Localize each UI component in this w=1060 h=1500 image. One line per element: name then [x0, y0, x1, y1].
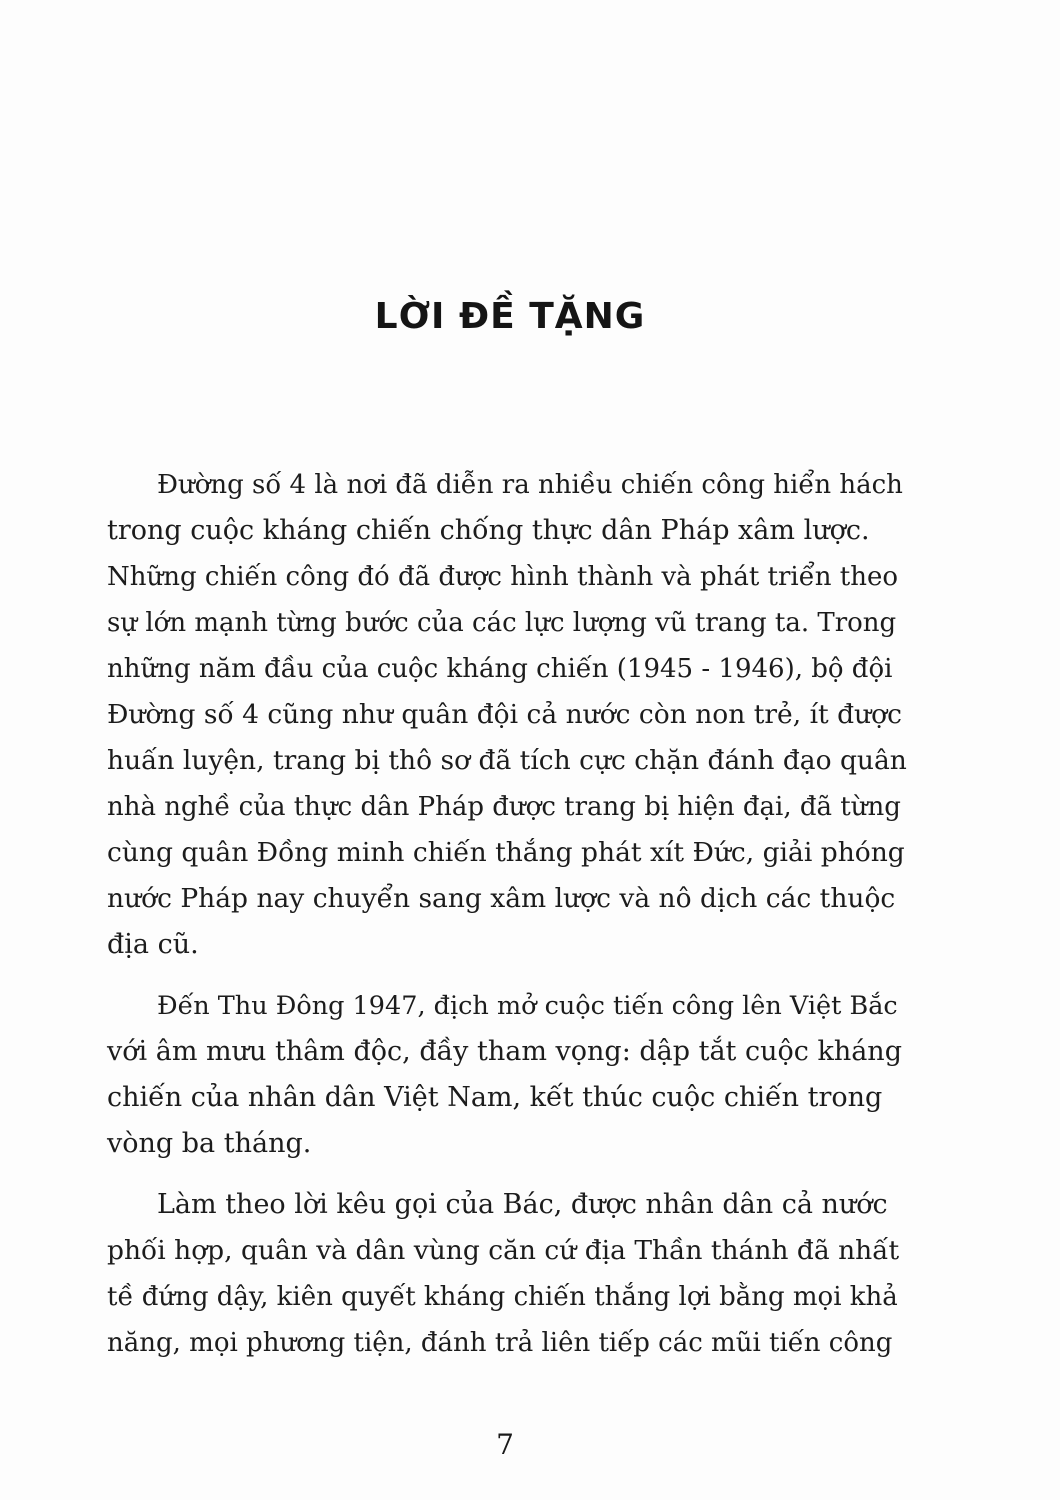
paragraph-3	[107, 1182, 907, 1366]
page-number: 7	[496, 1428, 514, 1461]
paragraph-2	[107, 983, 907, 1167]
text-line: Làm theo lời kêu gọi của Bác, được nhân dân cả nước	[157, 1189, 888, 1220]
text-line: huấn luyện, trang bị thô sơ đã tích cực chặn đánh đạo quân	[107, 745, 907, 776]
text-line: vòng ba tháng.	[107, 1128, 312, 1159]
text-line: Đến Thu Đông 1947, địch mở cuộc tiến công lên Việt Bắc	[157, 991, 898, 1021]
text-line: Đường số 4 cũng như quân đội cả nước còn non trẻ, ít được	[107, 699, 902, 730]
page-title: LỜI ĐỀ TẶNG	[374, 296, 646, 337]
text-line: địa cũ.	[107, 929, 199, 960]
text-line: trong cuộc kháng chiến chống thực dân Pháp xâm lược.	[107, 515, 870, 546]
text-line: Những chiến công đó đã được hình thành và phát triển theo	[107, 562, 898, 592]
text-line: cùng quân Đồng minh chiến thắng phát xít Đức, giải phóng	[107, 837, 905, 868]
text-line: năng, mọi phương tiện, đánh trả liên tiếp các mũi tiến công	[107, 1328, 893, 1358]
paragraph-1	[107, 462, 907, 968]
body-text	[107, 462, 907, 1381]
text-line: sự lớn mạnh từng bước của các lực lượng vũ trang ta. Trong	[107, 608, 897, 638]
text-line: với âm mưu thâm độc, đầy tham vọng: dập tắt cuộc kháng	[107, 1036, 902, 1067]
text-line: những năm đầu của cuộc kháng chiến (1945 - 1946), bộ đội	[107, 654, 893, 684]
text-line: nhà nghề của thực dân Pháp được trang bị hiện đại, đã từng	[107, 792, 901, 822]
text-line: tề đứng dậy, kiên quyết kháng chiến thắng lợi bằng mọi khả	[107, 1282, 898, 1312]
text-line: phối hợp, quân và dân vùng căn cứ địa Thần thánh đã nhất	[107, 1235, 900, 1266]
text-line: Đường số 4 là nơi đã diễn ra nhiều chiến công hiển hách	[157, 470, 903, 500]
text-line: chiến của nhân dân Việt Nam, kết thúc cuộc chiến trong	[107, 1082, 883, 1113]
text-line: nước Pháp nay chuyển sang xâm lược và nô dịch các thuộc	[107, 883, 896, 914]
